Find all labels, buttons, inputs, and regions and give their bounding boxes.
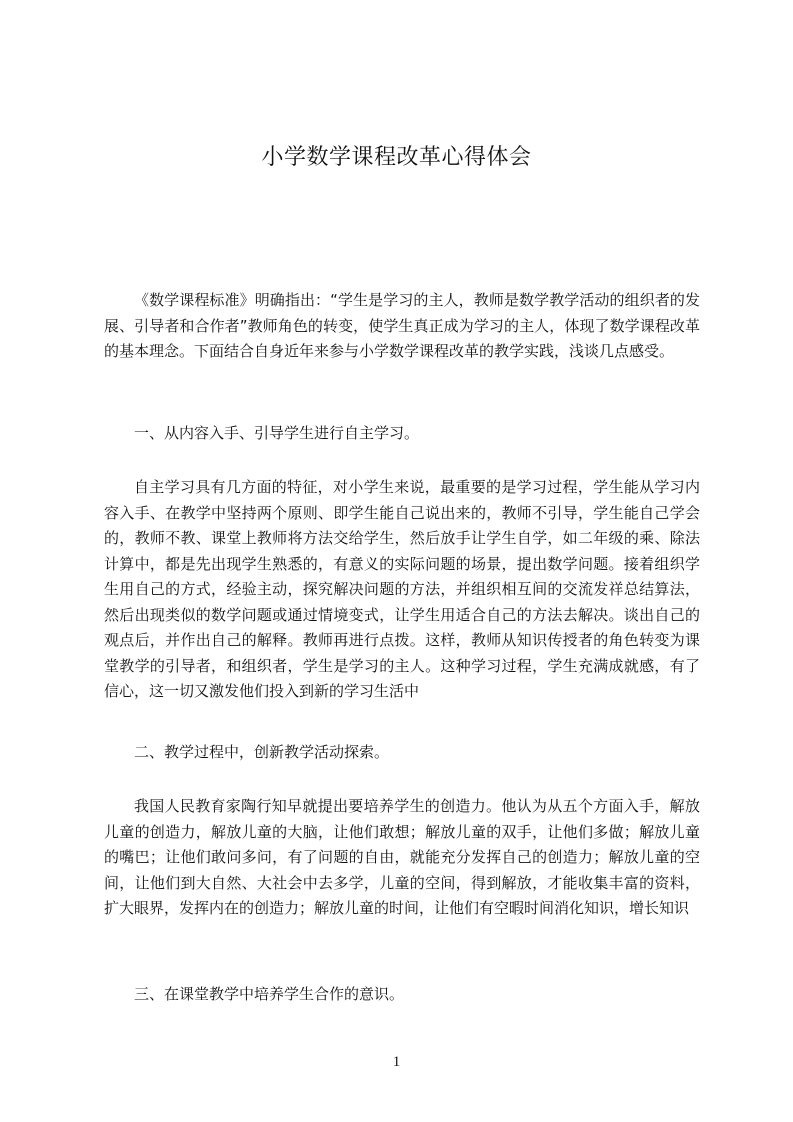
section-heading-3: 三、在课堂教学中培养学生合作的意识。 bbox=[134, 985, 405, 1003]
page-number: 1 bbox=[392, 1054, 401, 1070]
intro-paragraph: 《数学课程标准》明确指出：“学生是学习的主人，教师是数学教学活动的组织者的发展、引导者和合作者”教师角色的转变，使学生真正成为学习的主人，体现了数学课程改革的基本理念。下面结合自身近年来参与小学数学课程改革的教学实践，浅谈几点感受。 bbox=[104, 291, 700, 360]
section-2-paragraph: 我国人民教育家陶行知早就提出要培养学生的创造力。他认为从五个方面入手，解放儿童的创造力，解放儿童的大脑，让他们敢想；解放儿童的双手，让他们多做；解放儿童的嘴巴；让他们敢问多问，有了问题的自由，就能充分发挥自己的创造力；解放儿童的空间，让他们到大自然、大社会中去多学，儿童的空间，得到解放，才能收集丰富的资料，扩大眼界，发挥内在的创造力；解放儿童的时间，让他们有空暇时间消化知识，增长知识 bbox=[104, 797, 700, 917]
section-heading-1: 一、从内容入手、引导学生进行自主学习。 bbox=[134, 424, 420, 442]
section-heading-2: 二、教学过程中，创新教学活动探索。 bbox=[134, 743, 390, 761]
section-1-paragraph: 自主学习具有几方面的特征，对小学生来说，最重要的是学习过程，学生能从学习内容入手、在教学中坚持两个原则、即学生能自己说出来的，教师不引导，学生能自己学会的，教师不教、课堂上教师将方法交给学生，然后放手让学生自学，如二年级的乘、除法计算中，都是先出现学生熟悉的，有意义的实际问题的场景，提出数学问题。接着组织学生用自己的方式，经验主动，探究解决问题的方法，并组织相互间的交流发祥总结算法，然后出现类似的数学问题或通过情境变式，让学生用适合自己的方法去解决。谈出自己的观点后，并作出自己的解释。教师再进行点拨。这样，教师从知识传授者的角色转变为课堂教学的引导者，和组织者，学生是学习的主人。这种学习过程，学生充满成就感，有了信心，这一切又激发他们投入到新的学习生活中 bbox=[104, 478, 700, 700]
document-title: 小学数学课程改革心得体会 bbox=[261, 145, 532, 170]
